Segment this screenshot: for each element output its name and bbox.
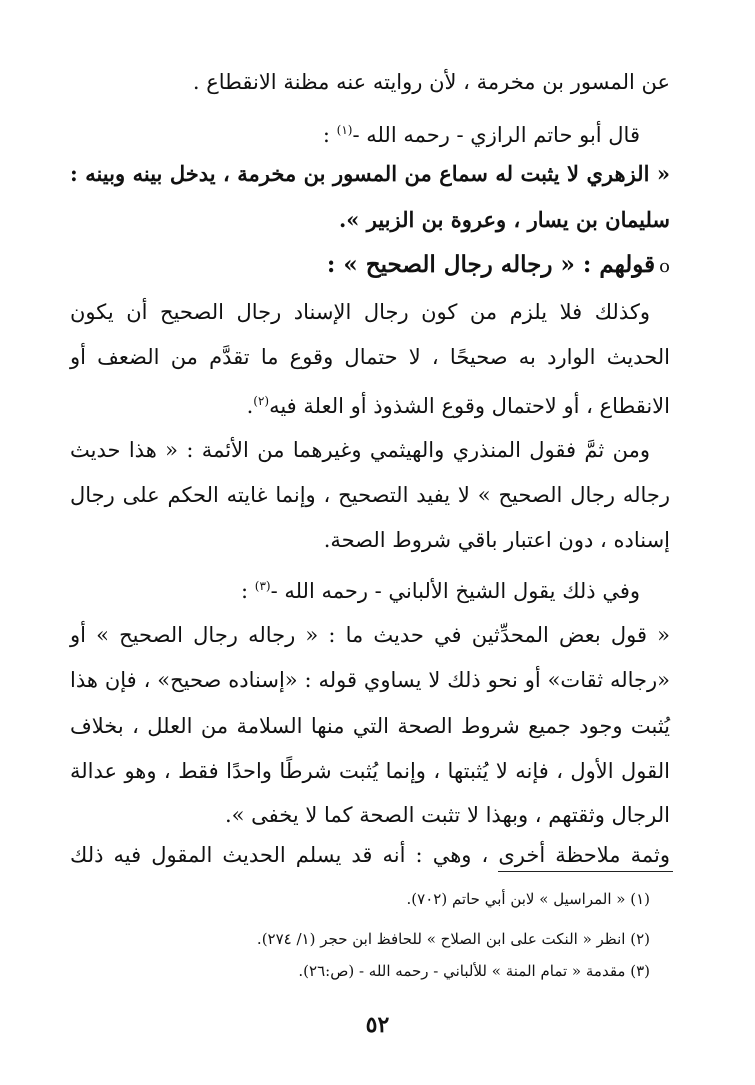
footnote-ref: (٢) (253, 394, 270, 408)
footnote: (٣) مقدمة « تمام المنة » للألباني - رحمه الله - (ص:٢٦). (298, 962, 650, 980)
section-heading: oقولهم : « رجاله رجال الصحيح » : (326, 251, 670, 278)
text-line: إسناده ، دون اعتبار باقي شروط الصحة. (323, 528, 670, 552)
quote-intro-line: قال أبو حاتم الرازي - رحمه الله -$^{(١)}$ : (322, 123, 640, 147)
text-line: ومن ثمَّ فقول المنذري والهيثمي وغيرهما من الأئمة : « هذا حديث (70, 438, 650, 462)
quote-line: القول الأول ، فإنه لا يُثبتها ، وإنما يُثبت شرطًا واحدًا فقط ، وهو عدالة (70, 759, 670, 783)
quote-intro-line: وفي ذلك يقول الشيخ الألباني - رحمه الله -$^{(٣)}$ : (240, 579, 640, 603)
bullet-icon: o (659, 256, 670, 277)
footnote: (١) « المراسيل » لابن أبي حاتم (٧٠٢). (406, 890, 650, 908)
quote-line-bold: سليمان بن يسار ، وعروة بن الزبير ». (338, 207, 670, 232)
text-line: وثمة ملاحظة أخرى ، وهي : أنه قد يسلم الحديث المقول فيه ذلك (70, 843, 670, 867)
quote-line: «رجاله ثقات» أو نحو ذلك لا يساوي قوله : «إسناده صحيح» ، فإن هذا (70, 668, 670, 692)
text-line: الحديث الوارد به صحيحًا ، لا حتمال وقوع ما تقدَّم من الضعف أو (70, 345, 670, 369)
quote-line-bold: « الزهري لا يثبت له سماع من المسور بن مخرمة ، يدخل بينه وبينه : (70, 161, 670, 186)
footnote-ref: (١) (336, 123, 353, 137)
text-line: الانقطاع ، أو لاحتمال وقوع الشذوذ أو العلة فيه$^{(٢)}$. (246, 394, 670, 418)
page-number: ٥٢ (365, 1012, 390, 1038)
footnote-ref: (٣) (254, 579, 271, 593)
text-line: رجاله رجال الصحيح » لا يفيد التصحيح ، وإنما غايته الحكم على رجال (70, 483, 670, 507)
text-line: وكذلك فلا يلزم من كون رجال الإسناد رجال الصحيح أن يكون (70, 300, 650, 324)
quote-line: يُثبت وجود جميع شروط الصحة التي منها السلامة من العلل ، بخلاف (70, 714, 670, 738)
footnote: (٢) انظر « النكت على ابن الصلاح » للحافظ ابن حجر (١/ ٢٧٤). (256, 930, 650, 948)
quote-line: الرجال وثقتهم ، وبهذا لا تثبت الصحة كما لا يخفى ». (224, 803, 670, 827)
footnote-separator (498, 871, 673, 872)
text-line: عن المسور بن مخرمة ، لأن روايته عنه مظنة الانقطاع . (192, 70, 670, 94)
quote-line: « قول بعض المحدِّثين في حديث ما : « رجاله رجال الصحيح » أو (70, 623, 670, 647)
